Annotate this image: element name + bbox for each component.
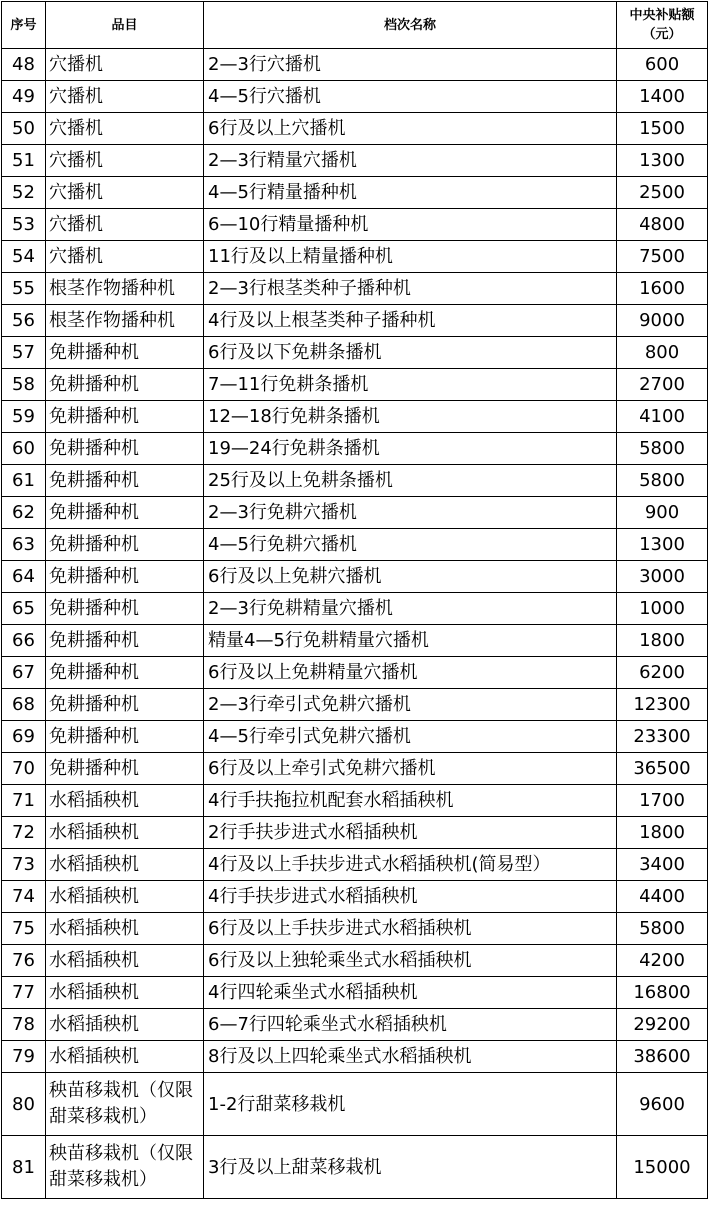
amount-cell: 1500: [617, 113, 708, 145]
amount-cell: 1700: [617, 785, 708, 817]
seq-cell: 69: [2, 721, 46, 753]
name-cell: 8行及以上四轮乘坐式水稻插秧机: [204, 1041, 617, 1073]
category-cell: 秧苗移栽机（仅限甜菜移栽机）: [46, 1073, 204, 1136]
seq-cell: 49: [2, 81, 46, 113]
name-cell: 6行及以下免耕条播机: [204, 337, 617, 369]
seq-cell: 71: [2, 785, 46, 817]
category-cell: 免耕播种机: [46, 753, 204, 785]
name-cell: 2—3行免耕穴播机: [204, 497, 617, 529]
name-cell: 4行及以上手扶步进式水稻插秧机(简易型）: [204, 849, 617, 881]
name-cell: 6行及以上独轮乘坐式水稻插秧机: [204, 945, 617, 977]
seq-cell: 63: [2, 529, 46, 561]
category-cell: 免耕播种机: [46, 625, 204, 657]
category-cell: 水稻插秧机: [46, 849, 204, 881]
name-cell: 3行及以上甜菜移栽机: [204, 1136, 617, 1199]
category-cell: 免耕播种机: [46, 401, 204, 433]
table-row: [2, 849, 708, 881]
seq-cell: 62: [2, 497, 46, 529]
seq-cell: 51: [2, 145, 46, 177]
amount-cell: 5800: [617, 465, 708, 497]
seq-cell: 73: [2, 849, 46, 881]
name-cell: 6—10行精量播种机: [204, 209, 617, 241]
table-row: [2, 497, 708, 529]
amount-cell: 1400: [617, 81, 708, 113]
seq-cell: 48: [2, 49, 46, 81]
amount-cell: 1300: [617, 145, 708, 177]
table-row: [2, 241, 708, 273]
table-row: [2, 337, 708, 369]
amount-cell: 4400: [617, 881, 708, 913]
name-cell: 4—5行免耕穴播机: [204, 529, 617, 561]
name-cell: 4—5行精量播种机: [204, 177, 617, 209]
amount-cell: 1000: [617, 593, 708, 625]
seq-cell: 61: [2, 465, 46, 497]
table-row: [2, 1041, 708, 1073]
amount-cell: 4100: [617, 401, 708, 433]
header-seq: 序号: [2, 2, 46, 49]
category-cell: 水稻插秧机: [46, 977, 204, 1009]
name-cell: 6行及以上免耕精量穴播机: [204, 657, 617, 689]
seq-cell: 72: [2, 817, 46, 849]
category-cell: 穴播机: [46, 209, 204, 241]
category-cell: 穴播机: [46, 113, 204, 145]
table-row: [2, 1009, 708, 1041]
header-category: 品目: [46, 2, 204, 49]
category-cell: 免耕播种机: [46, 337, 204, 369]
amount-cell: 1600: [617, 273, 708, 305]
category-cell: 水稻插秧机: [46, 1041, 204, 1073]
table-row: [2, 913, 708, 945]
seq-cell: 50: [2, 113, 46, 145]
category-cell: 穴播机: [46, 177, 204, 209]
table-row: [2, 625, 708, 657]
header-row: [2, 2, 708, 49]
table-row: [2, 785, 708, 817]
table-row: [2, 305, 708, 337]
header-name: 档次名称: [204, 2, 617, 49]
category-cell: 免耕播种机: [46, 369, 204, 401]
name-cell: 4行及以上根茎类种子播种机: [204, 305, 617, 337]
name-cell: 4—5行穴播机: [204, 81, 617, 113]
seq-cell: 68: [2, 689, 46, 721]
amount-cell: 1800: [617, 817, 708, 849]
name-cell: 25行及以上免耕条播机: [204, 465, 617, 497]
amount-cell: 16800: [617, 977, 708, 1009]
name-cell: 4—5行牵引式免耕穴播机: [204, 721, 617, 753]
category-cell: 免耕播种机: [46, 561, 204, 593]
name-cell: 11行及以上精量播种机: [204, 241, 617, 273]
name-cell: 4行四轮乘坐式水稻插秧机: [204, 977, 617, 1009]
amount-cell: 600: [617, 49, 708, 81]
category-cell: 免耕播种机: [46, 465, 204, 497]
category-cell: 水稻插秧机: [46, 785, 204, 817]
table-row: [2, 1136, 708, 1199]
table-row: [2, 273, 708, 305]
table-row: [2, 145, 708, 177]
seq-cell: 66: [2, 625, 46, 657]
name-cell: 4行手扶拖拉机配套水稻插秧机: [204, 785, 617, 817]
amount-cell: 3400: [617, 849, 708, 881]
amount-cell: 4200: [617, 945, 708, 977]
name-cell: 2—3行根茎类种子播种机: [204, 273, 617, 305]
name-cell: 1-2行甜菜移栽机: [204, 1073, 617, 1136]
amount-cell: 2700: [617, 369, 708, 401]
amount-cell: 900: [617, 497, 708, 529]
table-row: [2, 209, 708, 241]
category-cell: 免耕播种机: [46, 497, 204, 529]
table-row: [2, 881, 708, 913]
name-cell: 6行及以上免耕穴播机: [204, 561, 617, 593]
seq-cell: 67: [2, 657, 46, 689]
table-row: [2, 753, 708, 785]
seq-cell: 60: [2, 433, 46, 465]
amount-cell: 38600: [617, 1041, 708, 1073]
seq-cell: 59: [2, 401, 46, 433]
amount-cell: 9600: [617, 1073, 708, 1136]
seq-cell: 70: [2, 753, 46, 785]
amount-cell: 1800: [617, 625, 708, 657]
seq-cell: 81: [2, 1136, 46, 1199]
name-cell: 2—3行免耕精量穴播机: [204, 593, 617, 625]
table-row: [2, 49, 708, 81]
table-row: [2, 561, 708, 593]
name-cell: 2—3行精量穴播机: [204, 145, 617, 177]
table-row: [2, 465, 708, 497]
seq-cell: 54: [2, 241, 46, 273]
name-cell: 6—7行四轮乘坐式水稻插秧机: [204, 1009, 617, 1041]
table-row: [2, 401, 708, 433]
seq-cell: 80: [2, 1073, 46, 1136]
category-cell: 水稻插秧机: [46, 1009, 204, 1041]
table-row: [2, 657, 708, 689]
amount-cell: 29200: [617, 1009, 708, 1041]
table-row: [2, 113, 708, 145]
seq-cell: 78: [2, 1009, 46, 1041]
seq-cell: 52: [2, 177, 46, 209]
category-cell: 根茎作物播种机: [46, 305, 204, 337]
category-cell: 免耕播种机: [46, 689, 204, 721]
seq-cell: 55: [2, 273, 46, 305]
table-row: [2, 1073, 708, 1136]
amount-cell: 5800: [617, 913, 708, 945]
table-row: [2, 945, 708, 977]
seq-cell: 79: [2, 1041, 46, 1073]
seq-cell: 76: [2, 945, 46, 977]
seq-cell: 58: [2, 369, 46, 401]
seq-cell: 53: [2, 209, 46, 241]
category-cell: 免耕播种机: [46, 657, 204, 689]
category-cell: 水稻插秧机: [46, 817, 204, 849]
name-cell: 6行及以上牵引式免耕穴播机: [204, 753, 617, 785]
amount-cell: 6200: [617, 657, 708, 689]
table-row: [2, 81, 708, 113]
category-cell: 水稻插秧机: [46, 881, 204, 913]
seq-cell: 56: [2, 305, 46, 337]
category-cell: 免耕播种机: [46, 593, 204, 625]
name-cell: 精量4—5行免耕精量穴播机: [204, 625, 617, 657]
table-row: [2, 721, 708, 753]
category-cell: 免耕播种机: [46, 721, 204, 753]
amount-cell: 1300: [617, 529, 708, 561]
seq-cell: 75: [2, 913, 46, 945]
category-cell: 免耕播种机: [46, 433, 204, 465]
seq-cell: 65: [2, 593, 46, 625]
seq-cell: 74: [2, 881, 46, 913]
table-row: [2, 689, 708, 721]
category-cell: 根茎作物播种机: [46, 273, 204, 305]
category-cell: 免耕播种机: [46, 529, 204, 561]
header-subsidy: 中央补贴额（元）: [617, 2, 708, 49]
table-row: [2, 369, 708, 401]
name-cell: 2—3行牵引式免耕穴播机: [204, 689, 617, 721]
amount-cell: 7500: [617, 241, 708, 273]
name-cell: 19—24行免耕条播机: [204, 433, 617, 465]
amount-cell: 9000: [617, 305, 708, 337]
category-cell: 穴播机: [46, 81, 204, 113]
table-row: [2, 177, 708, 209]
category-cell: 穴播机: [46, 145, 204, 177]
category-cell: 秧苗移栽机（仅限甜菜移栽机）: [46, 1136, 204, 1199]
amount-cell: 12300: [617, 689, 708, 721]
table-body: [2, 49, 708, 1199]
table-row: [2, 977, 708, 1009]
subsidy-table: [1, 1, 708, 1199]
table-row: [2, 593, 708, 625]
category-cell: 穴播机: [46, 241, 204, 273]
name-cell: 6行及以上穴播机: [204, 113, 617, 145]
table-row: [2, 529, 708, 561]
name-cell: 7—11行免耕条播机: [204, 369, 617, 401]
category-cell: 水稻插秧机: [46, 945, 204, 977]
amount-cell: 36500: [617, 753, 708, 785]
amount-cell: 800: [617, 337, 708, 369]
amount-cell: 15000: [617, 1136, 708, 1199]
category-cell: 穴播机: [46, 49, 204, 81]
seq-cell: 77: [2, 977, 46, 1009]
amount-cell: 5800: [617, 433, 708, 465]
table-row: [2, 817, 708, 849]
seq-cell: 57: [2, 337, 46, 369]
seq-cell: 64: [2, 561, 46, 593]
name-cell: 6行及以上手扶步进式水稻插秧机: [204, 913, 617, 945]
name-cell: 2—3行穴播机: [204, 49, 617, 81]
amount-cell: 3000: [617, 561, 708, 593]
category-cell: 水稻插秧机: [46, 913, 204, 945]
name-cell: 12—18行免耕条播机: [204, 401, 617, 433]
name-cell: 2行手扶步进式水稻插秧机: [204, 817, 617, 849]
amount-cell: 4800: [617, 209, 708, 241]
amount-cell: 2500: [617, 177, 708, 209]
name-cell: 4行手扶步进式水稻插秧机: [204, 881, 617, 913]
table-row: [2, 433, 708, 465]
amount-cell: 23300: [617, 721, 708, 753]
